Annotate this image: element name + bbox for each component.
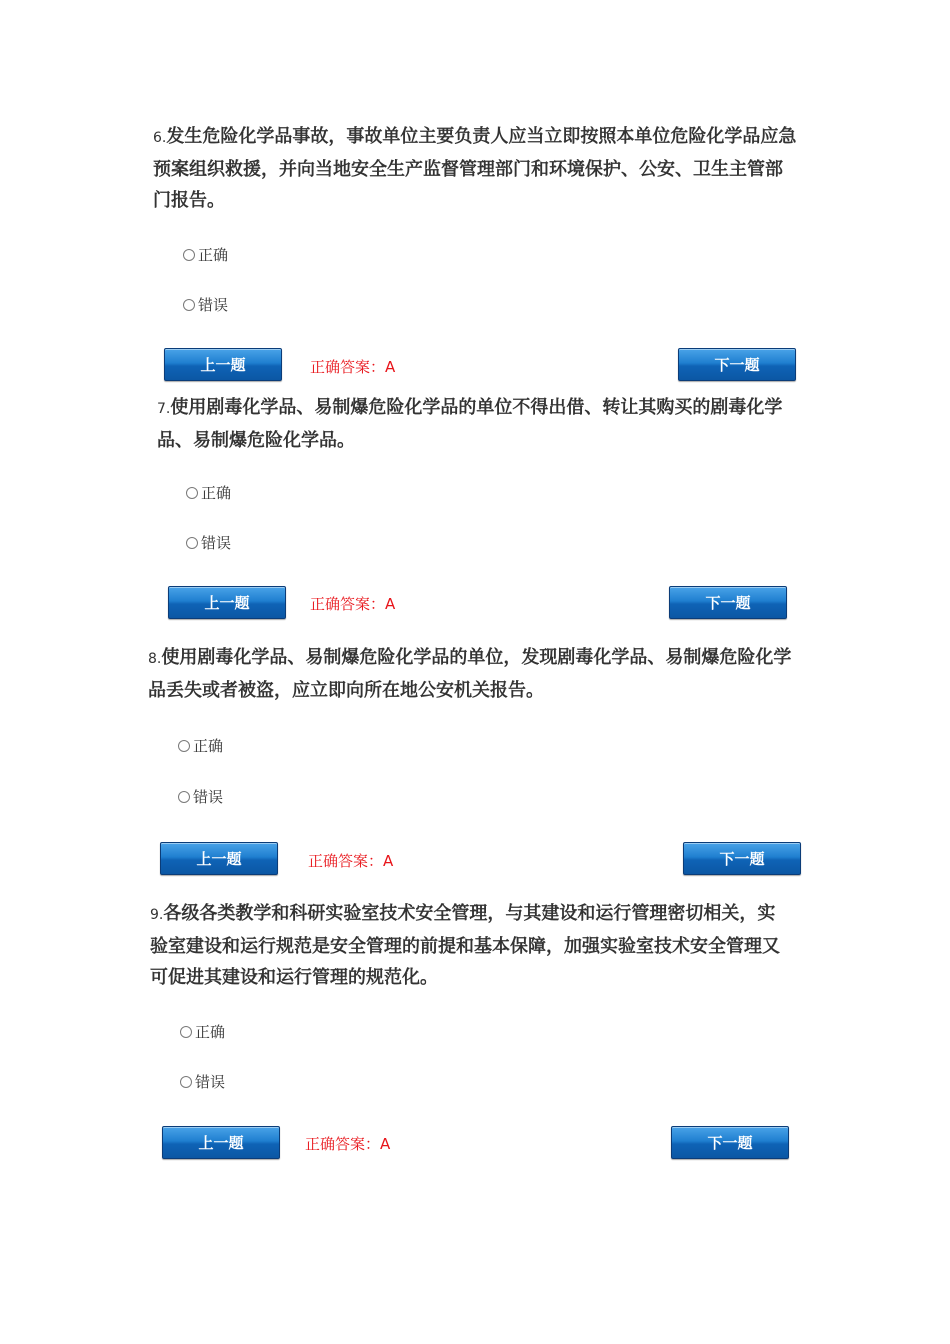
option-false-label: 错误 [201,534,232,552]
radio-true[interactable] [186,487,198,499]
radio-false[interactable] [183,299,195,311]
correct-answer [305,1133,390,1154]
answer-value: A [385,595,396,613]
option-true[interactable] [178,735,223,756]
correct-answer [308,850,393,871]
question-body: 各级各类教学和科研实验室技术安全管理，与其建设和运行管理密切相关，实验室建设和运行规范是安全管理的前提和基本保障，加强实验室技术安全管理又可促进其建设和运行管理的规范化。 [150,903,780,988]
option-false[interactable] [183,294,228,315]
option-true[interactable] [186,482,231,503]
option-true-label: 正确 [201,484,232,502]
question-text [150,898,792,993]
answer-value: A [383,852,394,870]
question-text [148,642,803,706]
option-true[interactable] [180,1021,225,1042]
option-false[interactable] [178,786,223,807]
answer-prefix: 正确答案： [308,852,384,870]
option-false-label: 错误 [195,1073,226,1091]
radio-true[interactable] [183,249,195,261]
correct-answer [310,356,395,377]
question-text [153,121,798,216]
prev-button[interactable]: 上一题 [164,348,282,381]
option-true[interactable] [183,244,228,265]
prev-button[interactable]: 上一题 [168,586,286,619]
option-false[interactable] [180,1071,225,1092]
answer-value: A [380,1135,391,1153]
next-button[interactable]: 下一题 [669,586,787,619]
radio-false[interactable] [178,791,190,803]
answer-prefix: 正确答案： [305,1135,381,1153]
question-body: 使用剧毒化学品、易制爆危险化学品的单位不得出借、转让其购买的剧毒化学品、易制爆危险化学品。 [157,397,783,451]
option-false-label: 错误 [193,788,224,806]
prev-button[interactable]: 上一题 [162,1126,280,1159]
radio-false[interactable] [180,1076,192,1088]
next-button[interactable]: 下一题 [671,1126,789,1159]
option-true-label: 正确 [198,246,229,264]
next-button[interactable]: 下一题 [683,842,801,875]
answer-value: A [385,358,396,376]
radio-true[interactable] [180,1026,192,1038]
question-body: 使用剧毒化学品、易制爆危险化学品的单位，发现剧毒化学品、易制爆危险化学品丢失或者被盗，应立即向所在地公安机关报告。 [148,647,792,701]
radio-true[interactable] [178,740,190,752]
answer-prefix: 正确答案： [310,358,386,376]
question-number: 7. [157,401,171,417]
radio-false[interactable] [186,537,198,549]
prev-button[interactable]: 上一题 [160,842,278,875]
question-number: 9. [150,907,164,923]
answer-prefix: 正确答案： [310,595,386,613]
option-false-label: 错误 [198,296,229,314]
question-body: 发生危险化学品事故，事故单位主要负责人应当立即按照本单位危险化学品应急预案组织救援，并向当地安全生产监督管理部门和环境保护、公安、卫生主管部门报告。 [153,126,797,211]
correct-answer [310,593,395,614]
question-number: 6. [153,130,167,146]
option-false[interactable] [186,532,231,553]
next-button[interactable]: 下一题 [678,348,796,381]
option-true-label: 正确 [195,1023,226,1041]
option-true-label: 正确 [193,737,224,755]
question-number: 8. [148,651,162,667]
question-text [157,392,789,456]
